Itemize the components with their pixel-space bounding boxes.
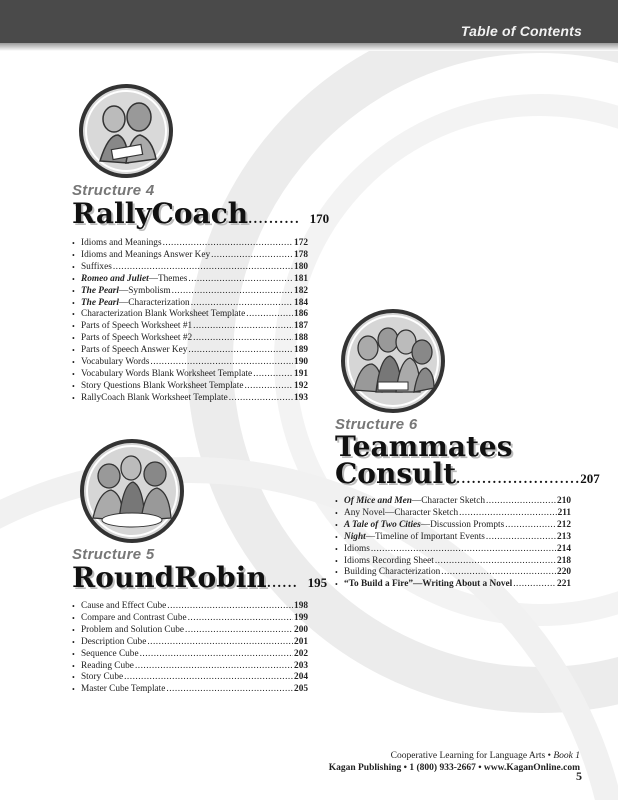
toc-entry[interactable]: • Compare and Contrast Cube ..... 199: [72, 613, 308, 625]
structure-5-toc-list: [72, 601, 308, 696]
toc-entry[interactable]: • RallyCoach Blank Worksheet Template ..... 193: [72, 393, 308, 405]
roundrobin-team-icon: [79, 438, 185, 544]
toc-entry[interactable]: • Suffixes ..... 180: [72, 262, 308, 274]
toc-entry[interactable]: • Cause and Effect Cube ..... 198: [72, 601, 308, 613]
structure-5-title: RoundRobin: [72, 561, 267, 594]
pair-coaching-icon: [78, 83, 174, 179]
toc-entry[interactable]: • Of Mice and Men—Character Sketch ..... 210: [335, 496, 571, 508]
toc-entry[interactable]: • Idioms ..... 214: [335, 544, 571, 556]
structure-5-title-line: RoundRobin...... 195: [72, 561, 328, 594]
structure-5-label: Structure 5: [72, 546, 155, 563]
structure-6-title-line2-row: Consult........................207: [335, 457, 600, 490]
structure-6-page: 207: [580, 471, 600, 486]
toc-entry[interactable]: • A Tale of Two Cities—Discussion Prompts ..... 212: [335, 520, 571, 532]
toc-entry[interactable]: • Reading Cube ..... 203: [72, 661, 308, 673]
structure-5-page: 195: [307, 575, 328, 590]
structure-4-toc-list: [72, 238, 308, 405]
structure-4-page: 170: [309, 211, 330, 226]
toc-entry[interactable]: • Characterization Blank Worksheet Template ..... 186: [72, 309, 308, 321]
toc-entry[interactable]: • Vocabulary Words ..... 190: [72, 357, 308, 369]
toc-entry[interactable]: • Vocabulary Words Blank Worksheet Template ..... 191: [72, 369, 308, 381]
toc-entry[interactable]: • Story Questions Blank Worksheet Template ..... 192: [72, 381, 308, 393]
toc-entry[interactable]: • Night—Timeline of Important Events ..... 213: [335, 532, 571, 544]
toc-entry[interactable]: • Master Cube Template ..... 205: [72, 684, 308, 696]
toc-entry[interactable]: • The Pearl—Symbolism ..... 182: [72, 286, 308, 298]
toc-entry[interactable]: • Parts of Speech Worksheet #2 ..... 188: [72, 333, 308, 345]
footer: [329, 750, 580, 774]
structure-4-label: Structure 4: [72, 182, 155, 199]
toc-entry[interactable]: • Any Novel—Character Sketch ..... 211: [335, 508, 571, 520]
structure-6-title-line1: Teammates: [335, 430, 513, 463]
toc-entry[interactable]: • Idioms and Meanings Answer Key ..... 178: [72, 250, 308, 262]
structure-6-label: Structure 6: [335, 416, 418, 433]
structure-4-title: RallyCoach: [72, 197, 249, 230]
footer-book-line: Cooperative Learning for Language Arts • Book 1: [390, 751, 580, 761]
toc-entry[interactable]: • Description Cube ..... 201: [72, 637, 308, 649]
header-title: Table of Contents: [460, 23, 582, 39]
toc-entry[interactable]: • Idioms and Meanings ..... 172: [72, 238, 308, 250]
structure-6-title-line2: Consult: [335, 457, 457, 490]
team-consult-icon: [340, 308, 446, 414]
page-number: 5: [576, 769, 582, 783]
structure-4-title-line: RallyCoach.......... 170: [72, 197, 330, 230]
toc-entry[interactable]: • Problem and Solution Cube ..... 200: [72, 625, 308, 637]
toc-entry[interactable]: • Idioms Recording Sheet ..... 218: [335, 556, 571, 568]
toc-entry[interactable]: • “To Build a Fire”—Writing About a Novel ..... 221: [335, 579, 571, 591]
toc-entry[interactable]: • Sequence Cube ..... 202: [72, 649, 308, 661]
footer-publisher-line: Kagan Publishing • 1 (800) 933-2667 • www.KaganOnline.com: [328, 763, 580, 773]
toc-entry[interactable]: • Parts of Speech Answer Key ..... 189: [72, 345, 308, 357]
toc-entry[interactable]: • Building Characterization ..... 220: [335, 567, 571, 579]
structure-6-toc-list: [335, 496, 571, 591]
toc-entry[interactable]: • Romeo and Juliet—Themes ..... 181: [72, 274, 308, 286]
toc-entry[interactable]: • The Pearl—Characterization ..... 184: [72, 298, 308, 310]
toc-entry[interactable]: • Parts of Speech Worksheet #1 ..... 187: [72, 321, 308, 333]
toc-entry[interactable]: • Story Cube ..... 204: [72, 672, 308, 684]
